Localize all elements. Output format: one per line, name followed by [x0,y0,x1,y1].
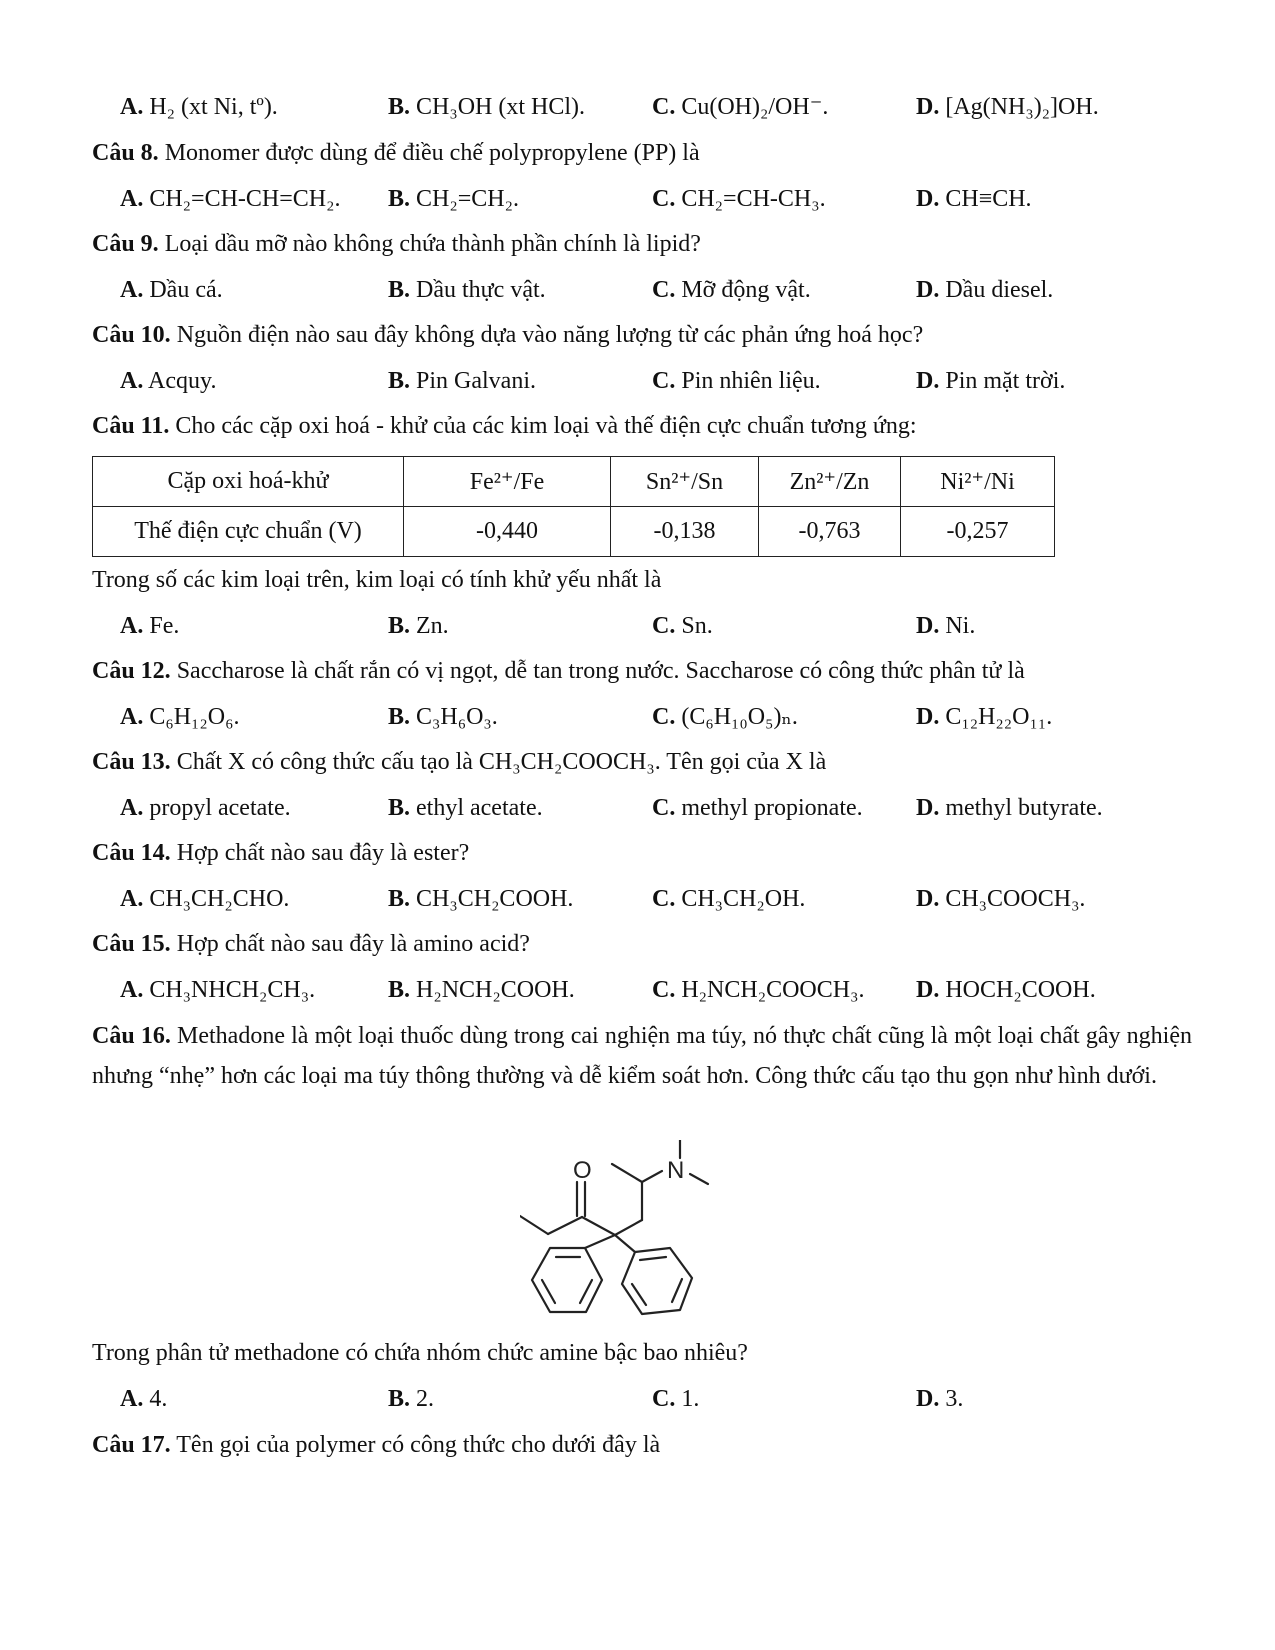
question-17: Câu 17. Tên gọi của polymer có công thức cho dưới đây là [92,1432,661,1458]
question-14: Câu 14. Hợp chất nào sau đây là ester? [92,840,470,866]
question-13: Câu 13. Chất X có công thức cấu tạo là CH₃CH₂COOCH₃. Tên gọi của X là [92,749,827,775]
q16-option-d: D. 3. [916,1386,964,1412]
q16-option-a: A. 4. [120,1386,168,1412]
bond [520,1216,548,1234]
q15-option-a: A. CH₃NHCH₂CH₃. [120,977,316,1003]
q8-option-b: B. CH₂=CH₂. [388,186,519,212]
table-cell: -0,138 [611,507,759,557]
bond [642,1171,662,1182]
q11-option-b: B. Zn. [388,613,449,639]
q16-option-c: C. 1. [652,1386,700,1412]
q12-option-c: C. (C₆H₁₀O₅)ₙ. [652,704,798,730]
q13-option-d: D. methyl butyrate. [916,795,1103,821]
q7-option-b: B. CH₃OH (xt HCl). [388,94,586,120]
bond [640,1257,666,1260]
redox-table [92,456,1055,557]
q8-option-c: C. CH₂=CH-CH₃. [652,186,826,212]
question-11-stem: Trong số các kim loại trên, kim loại có tính khử yếu nhất là [92,567,662,593]
q10-option-b: B. Pin Galvani. [388,368,537,394]
q14-option-d: D. CH₃COOCH₃. [916,886,1086,912]
table-row [93,507,1055,557]
q9-option-c: C. Mỡ động vật. [652,277,811,303]
bond [615,1220,642,1235]
q12-option-d: D. C₁₂H₂₂O₁₁. [916,704,1053,730]
q14-option-a: A. CH₃CH₂CHO. [120,886,290,912]
table-cell: Fe²⁺/Fe [404,457,611,507]
bond [672,1279,682,1302]
question-16-stem: Trong phân tử methadone có chứa nhóm chức amine bậc bao nhiêu? [92,1340,748,1366]
nitrogen-atom: N [667,1157,685,1184]
q7-option-a: A. H₂ (xt Ni, tº). [120,94,278,120]
table-cell: -0,440 [404,507,611,557]
bond [615,1235,635,1252]
q8-option-d: D. CH≡CH. [916,186,1032,212]
q15-option-c: C. H₂NCH₂COOCH₃. [652,977,865,1003]
question-15: Câu 15. Hợp chất nào sau đây là amino acid? [92,931,530,957]
table-cell: Sn²⁺/Sn [611,457,759,507]
table-cell: -0,257 [901,507,1055,557]
question-16: Câu 16. Methadone là một loại thuốc dùng trong cai nghiện ma túy, nó thực chất cũng là một loại chất gây nghiện nhưng “nhẹ” hơn các loại ma túy thông thường và dễ kiểm soát hơn. Công thức cấu tạo thu gọn như hình dưới. [92,1023,1192,1089]
question-8: Câu 8. Monomer được dùng để điều chế polypropylene (PP) là [92,140,700,166]
q11-option-c: C. Sn. [652,613,713,639]
q15-option-d: D. HOCH₂COOH. [916,977,1096,1003]
bond [580,1280,592,1303]
q11-option-d: D. Ni. [916,613,976,639]
table-cell: -0,763 [759,507,901,557]
q12-option-b: B. C₃H₆O₃. [388,704,498,730]
question-9: Câu 9. Loại dầu mỡ nào không chứa thành phần chính là lipid? [92,231,701,257]
oxygen-atom: O [573,1157,592,1184]
q9-option-a: A. Dầu cá. [120,277,223,303]
q10-option-d: D. Pin mặt trời. [916,368,1066,394]
q14-option-b: B. CH₃CH₂COOH. [388,886,574,912]
question-11: Câu 11. Cho các cặp oxi hoá - khử của các kim loại và thế điện cực chuẩn tương ứng: [92,413,917,439]
bond [582,1217,615,1235]
q14-option-c: C. CH₃CH₂OH. [652,886,806,912]
q16-option-b: B. 2. [388,1386,435,1412]
table-row [93,457,1055,507]
q9-option-d: D. Dầu diesel. [916,277,1054,303]
bond [585,1235,615,1248]
table-cell: Ni²⁺/Ni [901,457,1055,507]
q13-option-b: B. ethyl acetate. [388,795,543,821]
q7-option-c: C. Cu(OH)₂/OH⁻. [652,94,829,120]
table-cell: Cặp oxi hoá-khử [93,457,404,507]
bond [548,1217,582,1234]
q10-option-c: C. Pin nhiên liệu. [652,368,821,394]
q13-option-a: A. propyl acetate. [120,795,291,821]
q10-option-a: A. Acquy. [120,368,217,394]
q11-option-a: A. Fe. [120,613,180,639]
q7-option-d: D. [Ag(NH₃)₂]OH. [916,94,1099,120]
table-cell: Zn²⁺/Zn [759,457,901,507]
bond [690,1174,708,1184]
q9-option-b: B. Dầu thực vật. [388,277,546,303]
methadone-structure [520,1140,740,1350]
bond [612,1164,642,1182]
q12-option-a: A. C₆H₁₂O₆. [120,704,240,730]
question-10: Câu 10. Nguồn điện nào sau đây không dựa vào năng lượng từ các phản ứng hoá học? [92,322,924,348]
question-12: Câu 12. Saccharose là chất rắn có vị ngọt, dễ tan trong nước. Saccharose có công thức phân tử là [92,658,1025,684]
q8-option-a: A. CH₂=CH-CH=CH₂. [120,186,341,212]
table-cell: Thế điện cực chuẩn (V) [93,507,404,557]
q13-option-c: C. methyl propionate. [652,795,863,821]
q15-option-b: B. H₂NCH₂COOH. [388,977,575,1003]
